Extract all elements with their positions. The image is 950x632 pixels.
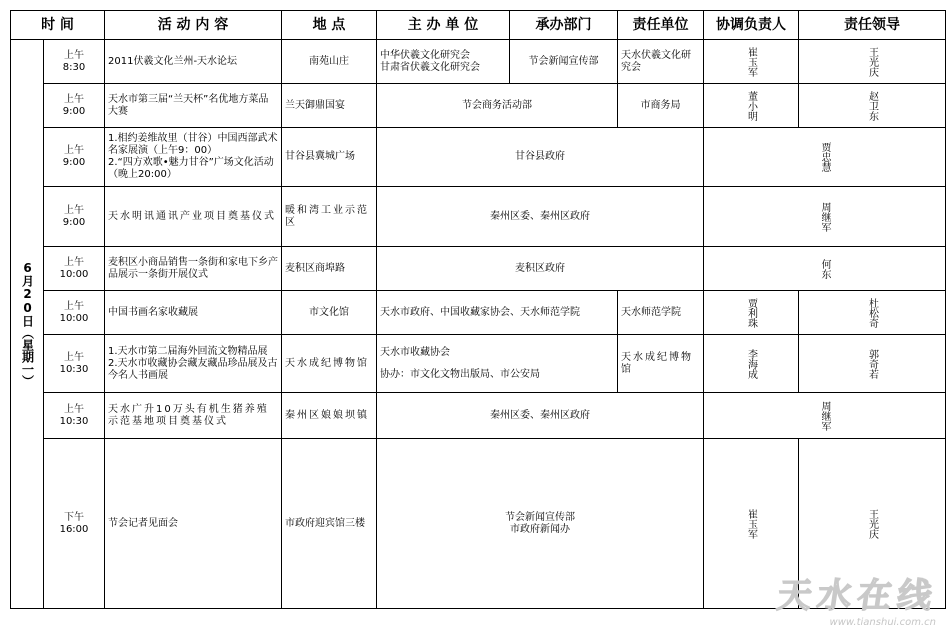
location-cell: 天水成纪博物馆 — [282, 335, 377, 393]
coordinator-cell: 周继军 — [704, 187, 946, 247]
coordinator-cell: 贾利珠 — [704, 291, 799, 335]
header-host: 主 办 单 位 — [377, 11, 510, 40]
content-cell: 2011伏羲文化兰州-天水论坛 — [105, 40, 282, 84]
location-cell: 市文化馆 — [282, 291, 377, 335]
time-cell: 上午 10:30 — [44, 335, 105, 393]
time-cell: 上午 9:00 — [44, 84, 105, 128]
table-row — [11, 439, 946, 609]
content-cell: 天水广升10万头有机生猪养殖示范基地项目奠基仪式 — [105, 393, 282, 439]
time-cell: 上午 10:00 — [44, 247, 105, 291]
schedule-table — [10, 10, 946, 609]
header-location: 地 点 — [282, 11, 377, 40]
resp-unit-cell: 天水成纪博物馆 — [618, 335, 704, 393]
coordinator-cell: 贾忠慧 — [704, 128, 946, 187]
header-content: 活 动 内 容 — [105, 11, 282, 40]
time-cell: 上午 8:30 — [44, 40, 105, 84]
location-cell: 麦积区商埠路 — [282, 247, 377, 291]
time-cell: 下午 16:00 — [44, 439, 105, 609]
header-coordinator: 协调负责人 — [704, 11, 799, 40]
host-cell: 甘谷县政府 — [377, 128, 704, 187]
location-cell: 兰天御鼎国宴 — [282, 84, 377, 128]
location-cell: 暖和湾工业示范区 — [282, 187, 377, 247]
location-cell: 市政府迎宾馆三楼 — [282, 439, 377, 609]
time-cell: 上午 9:00 — [44, 187, 105, 247]
table-row — [11, 40, 946, 84]
leader-cell: 郭奇若 — [799, 335, 946, 393]
resp-unit-cell: 天水伏羲文化研究会 — [618, 40, 704, 84]
leader-cell: 杜松奇 — [799, 291, 946, 335]
host-cell: 麦积区政府 — [377, 247, 704, 291]
table-row — [11, 247, 946, 291]
time-cell: 上午 9:00 — [44, 128, 105, 187]
content-cell: 1.天水市第二届海外回流文物精品展 2.天水市收藏协会藏友藏品珍品展及古今名人书画展 — [105, 335, 282, 393]
time-cell: 上午 10:30 — [44, 393, 105, 439]
header-dept: 承办部门 — [510, 11, 618, 40]
location-cell: 南苑山庄 — [282, 40, 377, 84]
table-row — [11, 128, 946, 187]
location-cell: 秦州区娘娘坝镇 — [282, 393, 377, 439]
time-cell: 上午 10:00 — [44, 291, 105, 335]
table-row — [11, 393, 946, 439]
host-cell: 秦州区委、秦州区政府 — [377, 393, 704, 439]
header-row — [11, 11, 946, 40]
header-resp-unit: 责任单位 — [618, 11, 704, 40]
table-row — [11, 291, 946, 335]
table-row — [11, 187, 946, 247]
content-cell: 麦积区小商品销售一条街和家电下乡产品展示一条街开展仪式 — [105, 247, 282, 291]
watermark-logo-text: 天水在线 — [774, 576, 941, 616]
host-cell: 节会商务活动部 — [377, 84, 618, 128]
leader-cell: 王光庆 — [799, 439, 946, 609]
coordinator-cell: 董小明 — [704, 84, 799, 128]
date-cell — [11, 40, 44, 609]
content-cell: 天水市第三届“兰天杯”名优地方菜品大赛 — [105, 84, 282, 128]
leader-cell: 赵卫东 — [799, 84, 946, 128]
content-cell: 1.相约姜维故里（甘谷）中国西部武术名家展演（上午9：00） 2.“四方欢歌•魅力甘谷”广场文化活动（晚上20:00） — [105, 128, 282, 187]
content-cell: 天水明讯通讯产业项目奠基仪式 — [105, 187, 282, 247]
content-cell: 中国书画名家收藏展 — [105, 291, 282, 335]
leader-cell: 王光庆 — [799, 40, 946, 84]
date-label: 6月20日（星期一） — [20, 261, 35, 387]
table-row — [11, 335, 946, 393]
watermark-url: www.tianshui.com.cn — [829, 617, 936, 628]
table-row — [11, 84, 946, 128]
coordinator-cell: 李海成 — [704, 335, 799, 393]
host-cell: 天水市收藏协会 协办：市文化文物出版局、市公安局 — [377, 335, 618, 393]
dept-cell: 节会新闻宣传部 — [510, 40, 618, 84]
resp-unit-cell: 市商务局 — [618, 84, 704, 128]
host-cell: 中华伏羲文化研究会 甘肃省伏羲文化研究会 — [377, 40, 510, 84]
coordinator-cell: 崔玉军 — [704, 439, 799, 609]
header-leader: 责任领导 — [799, 11, 946, 40]
host-cell: 天水市政府、中国收藏家协会、天水师范学院 — [377, 291, 618, 335]
coordinator-cell: 何东 — [704, 247, 946, 291]
location-cell: 甘谷县冀城广场 — [282, 128, 377, 187]
content-cell: 节会记者见面会 — [105, 439, 282, 609]
host-cell: 节会新闻宣传部 市政府新闻办 — [377, 439, 704, 609]
coordinator-cell: 周继军 — [704, 393, 946, 439]
host-cell: 秦州区委、秦州区政府 — [377, 187, 704, 247]
resp-unit-cell: 天水师范学院 — [618, 291, 704, 335]
header-time: 时 间 — [11, 11, 105, 40]
coordinator-cell: 崔玉军 — [704, 40, 799, 84]
